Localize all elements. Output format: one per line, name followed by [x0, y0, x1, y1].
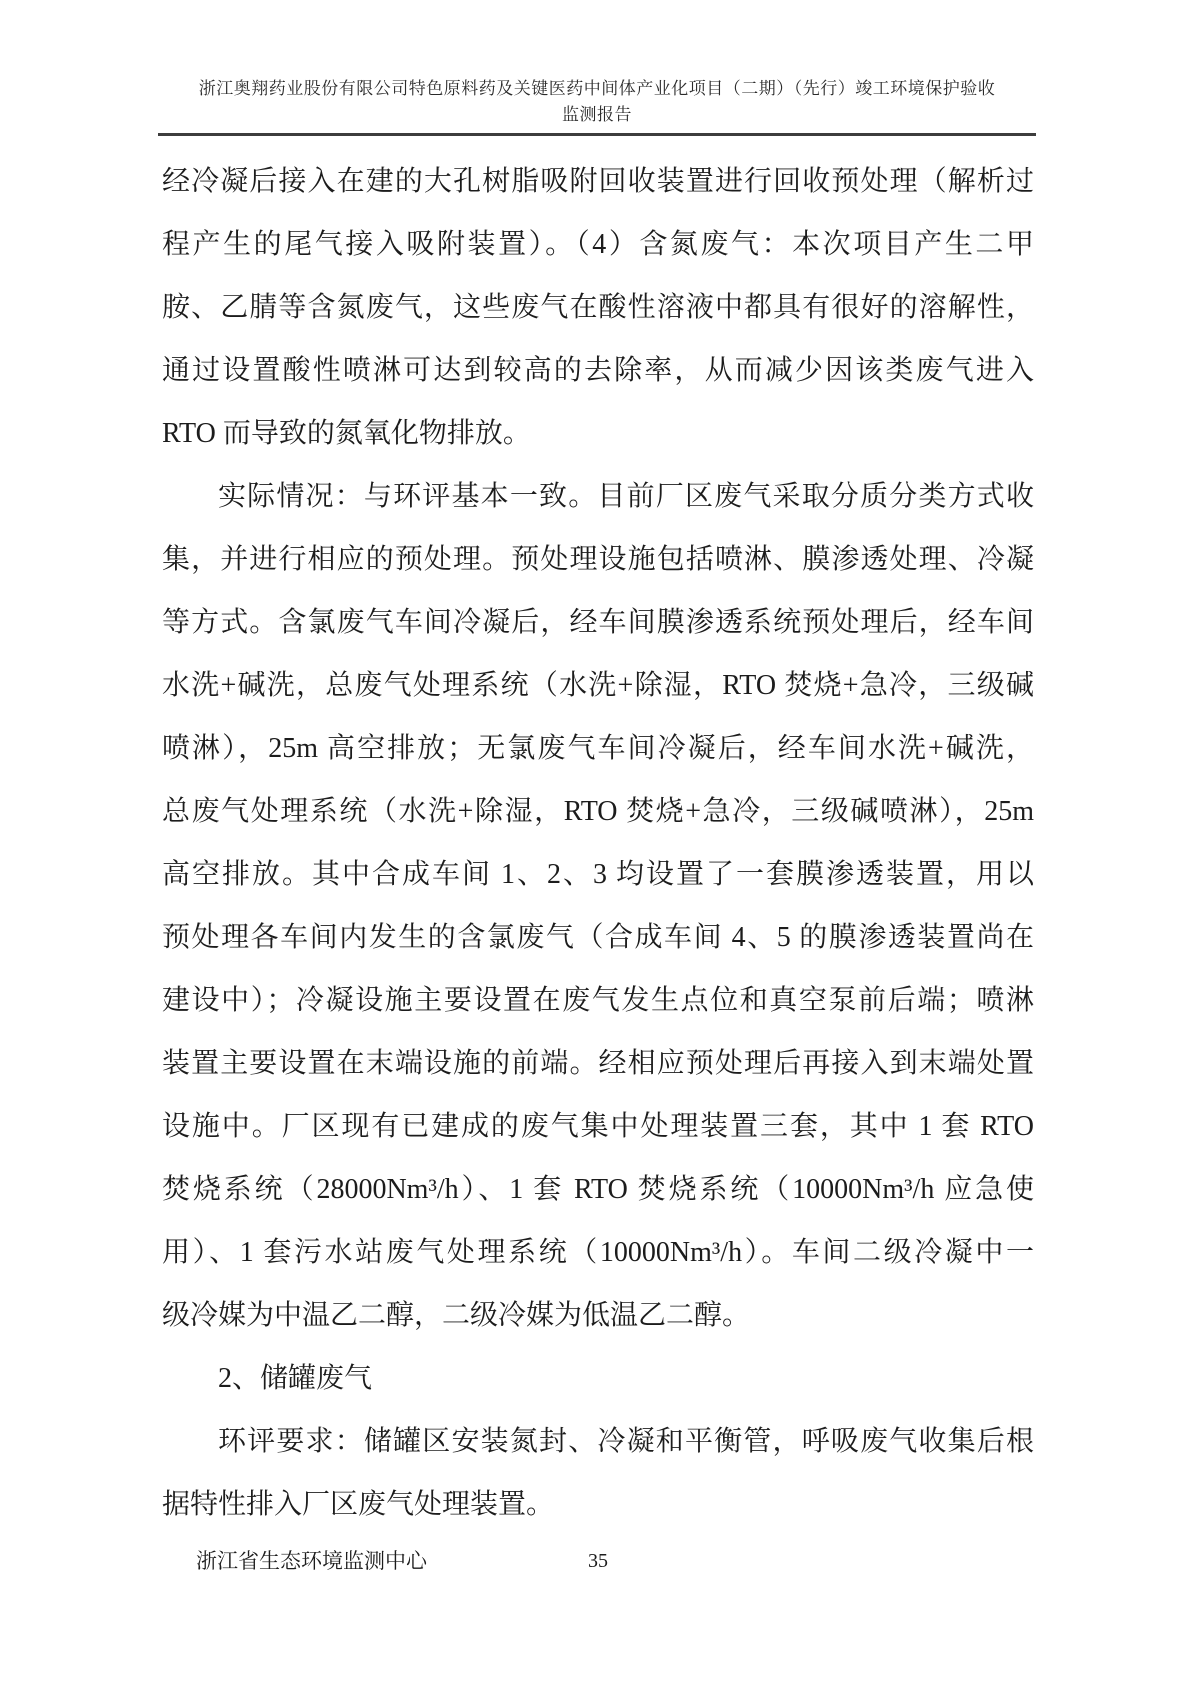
body-line: 设施中。厂区现有已建成的废气集中处理装置三套，其中 1 套 RTO: [162, 1111, 1034, 1142]
body-line: 据特性排入厂区废气处理装置。: [162, 1489, 555, 1520]
document-body: [162, 150, 1034, 1536]
body-line: 装置主要设置在末端设施的前端。经相应预处理后再接入到末端处置: [162, 1048, 1034, 1079]
footer-page-number: 35: [588, 1550, 608, 1572]
body-line: 预处理各车间内发生的含氯废气（合成车间 4、5 的膜渗透装置尚在: [162, 922, 1034, 953]
body-line: 通过设置酸性喷淋可达到较高的去除率，从而减少因该类废气进入: [162, 355, 1034, 386]
body-line: 实际情况：与环评基本一致。目前厂区废气采取分质分类方式收: [218, 481, 1034, 512]
body-line: 胺、乙腈等含氮废气，这些废气在酸性溶液中都具有很好的溶解性，: [162, 292, 1034, 323]
body-line: 用）、1 套污水站废气处理系统（10000Nm³/h）。车间二级冷凝中一: [162, 1237, 1034, 1268]
body-line: 程产生的尾气接入吸附装置）。（4）含氮废气：本次项目产生二甲: [162, 229, 1034, 260]
body-line: 经冷凝后接入在建的大孔树脂吸附回收装置进行回收预处理（解析过: [162, 166, 1034, 197]
header-divider: [158, 133, 1036, 136]
header-title-line1: 浙江奥翔药业股份有限公司特色原料药及关键医药中间体产业化项目（二期）（先行）竣工环境保护验收: [198, 79, 996, 98]
body-line: RTO 而导致的氮氧化物排放。: [162, 418, 531, 449]
page-header: [158, 76, 1036, 128]
body-line: 环评要求：储罐区安装氮封、冷凝和平衡管，呼吸废气收集后根: [218, 1426, 1034, 1457]
body-section-heading: 2、储罐废气: [218, 1363, 373, 1394]
body-line: 喷淋），25m 高空排放；无氯废气车间冷凝后，经车间水洗+碱洗，: [162, 733, 1034, 764]
body-line: 水洗+碱洗，总废气处理系统（水洗+除湿，RTO 焚烧+急冷，三级碱: [162, 670, 1034, 701]
page-footer: [162, 1546, 1034, 1576]
body-line: 级冷媒为中温乙二醇，二级冷媒为低温乙二醇。: [162, 1300, 751, 1331]
body-line: 建设中）；冷凝设施主要设置在废气发生点位和真空泵前后端；喷淋: [162, 985, 1034, 1016]
body-line: 高空排放。其中合成车间 1、2、3 均设置了一套膜渗透装置，用以: [162, 859, 1034, 890]
body-line: 等方式。含氯废气车间冷凝后，经车间膜渗透系统预处理后，经车间: [162, 607, 1034, 638]
body-line: 集，并进行相应的预处理。预处理设施包括喷淋、膜渗透处理、冷凝: [162, 544, 1034, 575]
body-line: 焚烧系统（28000Nm³/h）、1 套 RTO 焚烧系统（10000Nm³/h 应急使: [162, 1174, 1034, 1205]
footer-organization: 浙江省生态环境监测中心: [196, 1549, 427, 1573]
header-title-line2: 监测报告: [562, 105, 632, 124]
body-line: 总废气处理系统（水洗+除湿，RTO 焚烧+急冷，三级碱喷淋），25m: [162, 796, 1034, 827]
